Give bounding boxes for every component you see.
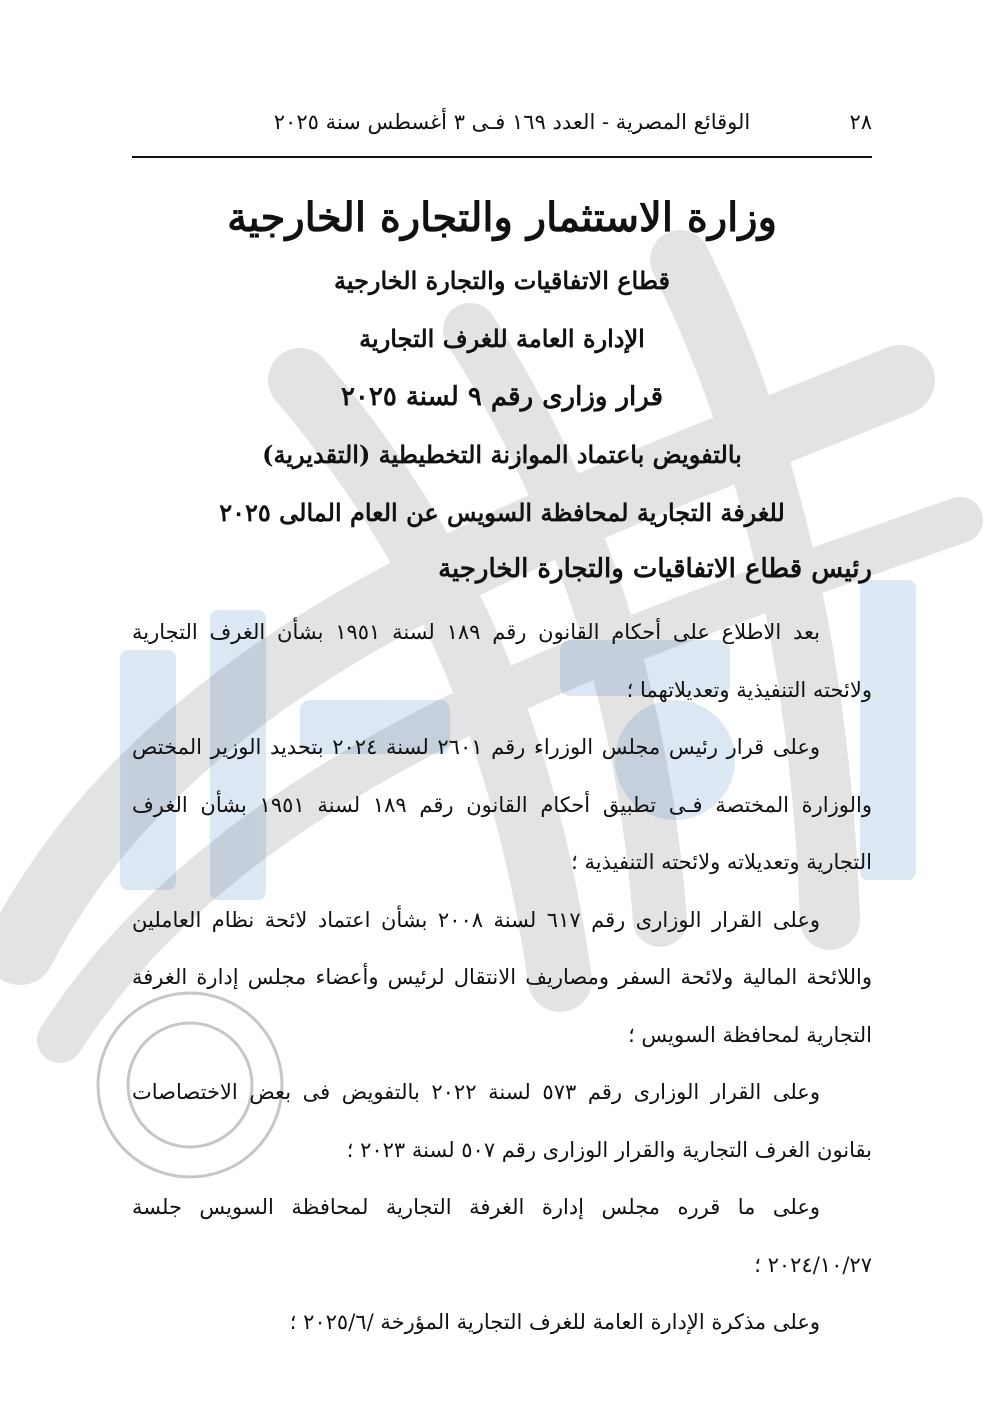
preamble-paragraph: وعلى القرار الوزارى رقم ٥٧٣ لسنة ٢٠٢٢ بالتفويض فى بعض الاختصاصات بقانون الغرف التجارية والقرار الوزارى رقم ٥٠٧ لسنة ٢٠٢٣ ؛: [132, 1080, 872, 1162]
page-number: ٢٨: [849, 110, 872, 134]
department-title: الإدارة العامة للغرف التجارية: [359, 324, 645, 353]
issue-info: الوقائع المصرية - العدد ١٦٩ فـى ٣ أغسطس سنة ٢٠٢٥: [273, 110, 751, 134]
preamble-paragraph: وعلى القرار الوزارى رقم ٦١٧ لسنة ٢٠٠٨ بشأن اعتماد لائحة نظام العاملين واللائحة المالية ولائحة السفر ومصاريف الانتقال لرئيس وأعضاء مجلس إدارة الغرفة التجارية لمحافظة السويس ؛: [132, 907, 872, 1047]
preamble-paragraph: وعلى ما قرره مجلس إدارة الغرفة التجارية لمحافظة السويس جلسة ٢٠٢٤/١٠/٢٧ ؛: [132, 1195, 872, 1277]
issuer-title: رئيس قطاع الاتفاقيات والتجارة الخارجية: [438, 554, 872, 584]
preamble-paragraph: وعلى قرار رئيس مجلس الوزراء رقم ٢٦٠١ لسنة ٢٠٢٤ بتحديد الوزير المختص والوزارة المختصة فـى تطبيق أحكام القانون رقم ١٨٩ لسنة ١٩٥١ بشأن الغرف التجارية وتعديلاته ولائحته التنفيذية ؛: [132, 735, 872, 874]
preamble-paragraph: بعد الاطلاع على أحكام القانون رقم ١٨٩ لسنة ١٩٥١ بشأن الغرف التجارية ولائحته التنفيذية وتعديلاتهما ؛: [132, 620, 872, 702]
decree-subject-line-2: للغرفة التجارية لمحافظة السويس عن العام المالى ٢٠٢٥: [219, 498, 785, 527]
decree-subject-line-1: بالتفويض باعتماد الموازنة التخطيطية (التقديرية): [262, 440, 742, 469]
sector-title: قطاع الاتفاقيات والتجارة الخارجية: [333, 266, 671, 295]
preamble-paragraph: وعلى مذكرة الإدارة العامة للغرف التجارية المؤرخة /٢٠٢٥/٦ ؛: [289, 1310, 820, 1334]
ministry-title: وزارة الاستثمار والتجارة الخارجية: [227, 194, 777, 241]
preamble: [132, 604, 872, 1352]
document-page: [132, 110, 872, 1352]
decree-number: قرار وزارى رقم ٩ لسنة ٢٠٢٥: [340, 382, 664, 412]
running-header: [132, 110, 872, 158]
